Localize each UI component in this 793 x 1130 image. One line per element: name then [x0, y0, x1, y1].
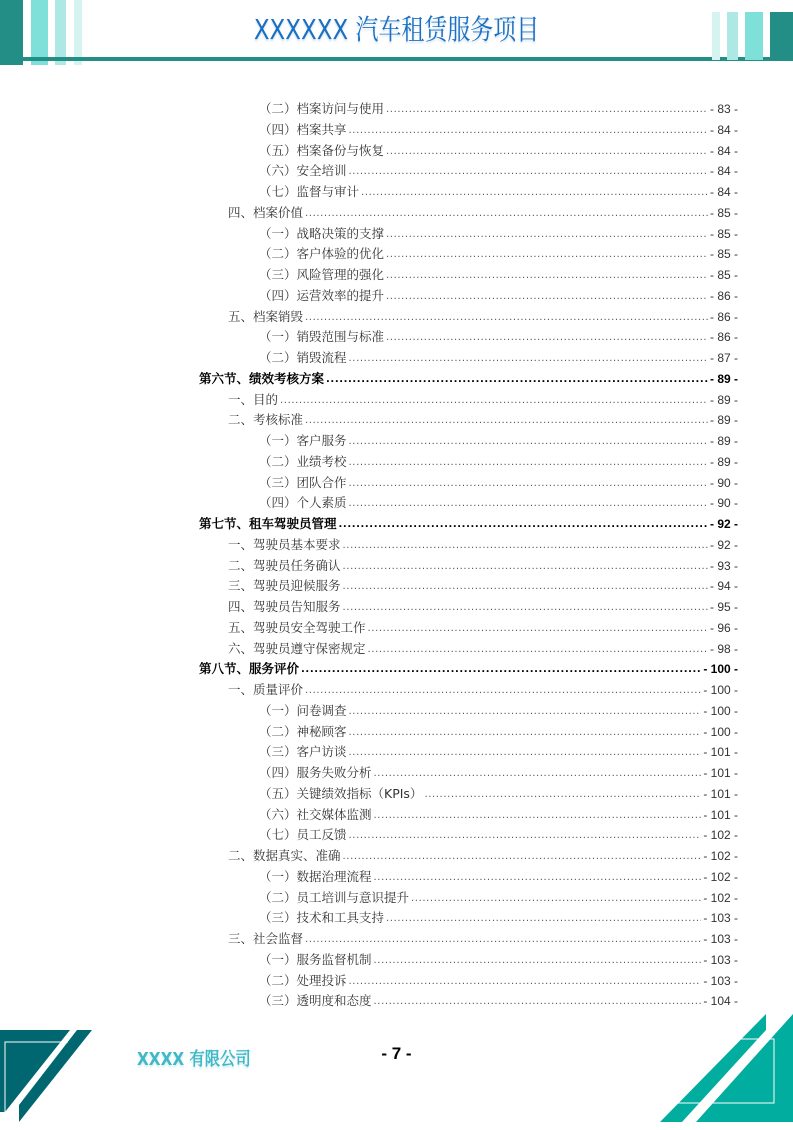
toc-leader-dots [343, 539, 708, 552]
toc-leader-dots [349, 456, 708, 469]
toc-entry-label: （一）问卷调查 [259, 702, 347, 718]
toc-entry-label: 五、档案销毁 [228, 308, 304, 324]
toc-entry-label: （七）监督与审计 [259, 184, 360, 199]
toc-entry-page: - 89 - [709, 371, 738, 386]
toc-leader-dots [349, 975, 702, 988]
toc-entry-label: （五）档案备份与恢复 [259, 142, 385, 158]
toc-leader-dots [349, 705, 702, 718]
toc-entry[interactable] [259, 864, 738, 885]
header-rule [0, 57, 793, 61]
toc-leader-dots [349, 165, 708, 178]
toc-entry[interactable] [259, 262, 738, 283]
toc-entry[interactable] [228, 387, 738, 408]
toc-entry-label: （七）员工反馈 [259, 827, 347, 843]
toc-entry-label: （一）战略决策的支撑 [259, 225, 385, 241]
toc-entry-label: （五）关键绩效指标（KPIs） [259, 785, 423, 801]
toc-leader-dots [349, 829, 702, 842]
toc-entry-page: - 89 - [709, 413, 738, 428]
toc-entry-label: （一）数据治理流程 [259, 868, 372, 884]
toc-entry-label: 五、驾驶员安全驾驶工作 [228, 619, 366, 635]
toc-entry-page: - 84 - [709, 164, 738, 179]
header-bar-right-3 [745, 12, 763, 60]
toc-entry[interactable] [259, 428, 738, 449]
toc-entry[interactable] [228, 594, 738, 615]
toc-leader-dots [386, 228, 708, 241]
toc-leader-dots [349, 435, 708, 448]
toc-entry-label: （一）客户服务 [259, 433, 347, 448]
toc-entry-page: - 100 - [703, 662, 738, 677]
toc-entry-page: - 100 - [703, 724, 738, 739]
toc-entry[interactable] [228, 532, 738, 553]
toc-entry-page: - 84 - [709, 185, 738, 199]
toc-leader-dots [424, 788, 701, 801]
toc-entry-page: - 104 - [703, 994, 738, 1009]
toc-entry-page: - 98 - [709, 641, 738, 656]
toc-entry[interactable] [199, 366, 738, 387]
toc-entry[interactable] [228, 200, 738, 221]
toc-entry[interactable] [259, 241, 738, 262]
toc-entry-page: - 84 - [709, 143, 738, 158]
toc-entry-page: - 85 - [709, 247, 738, 262]
toc-entry[interactable] [259, 905, 738, 926]
header-bar-left-1 [0, 0, 23, 65]
toc-entry[interactable] [259, 947, 738, 968]
toc-entry-label: （二）员工培训与意识提升 [259, 889, 410, 905]
toc-entry-page: - 85 - [709, 268, 738, 282]
toc-leader-dots [305, 684, 701, 697]
toc-entry-page: - 89 - [709, 434, 738, 448]
toc-entry[interactable] [259, 760, 738, 781]
toc-entry-page: - 103 - [703, 911, 738, 926]
toc-entry[interactable] [228, 573, 738, 594]
toc-entry-label: 四、驾驶员告知服务 [228, 599, 341, 614]
toc-leader-dots [343, 601, 708, 614]
toc-entry-label: （三）技术和工具支持 [259, 910, 385, 926]
toc-entry-page: - 101 - [703, 807, 738, 822]
toc-leader-dots [280, 394, 708, 407]
toc-leader-dots [374, 871, 702, 884]
header-bar-left-3 [55, 0, 66, 65]
toc-entry-page: - 83 - [709, 102, 738, 116]
toc-leader-dots [349, 497, 708, 510]
toc-entry[interactable] [259, 345, 738, 366]
toc-entry-page: - 90 - [709, 475, 738, 490]
toc-entry-page: - 103 - [703, 973, 738, 988]
toc-entry-label: （六）社交媒体监测 [259, 806, 372, 822]
company-name: XXXX 有限公司 [137, 1049, 251, 1070]
toc-entry-label: （二）客户体验的优化 [259, 246, 385, 262]
toc-entry-page: - 102 - [703, 828, 738, 843]
toc-entry[interactable] [259, 802, 738, 823]
toc-leader-dots [305, 414, 708, 427]
toc-leader-dots [326, 373, 708, 386]
toc-entry-label: 第八节、服务评价 [199, 661, 300, 677]
toc-entry[interactable] [259, 96, 738, 117]
toc-leader-dots [343, 850, 702, 863]
toc-entry-label: 四、档案价值 [228, 204, 304, 220]
toc-leader-dots [386, 145, 708, 158]
toc-entry-label: （六）安全培训 [259, 163, 347, 179]
toc-entry-page: - 101 - [703, 745, 738, 760]
toc-entry-page: - 100 - [703, 703, 738, 718]
toc-leader-dots [343, 580, 708, 593]
toc-entry-page: - 85 - [709, 205, 738, 220]
toc-entry-label: （四）档案共享 [259, 121, 347, 137]
toc-entry[interactable] [259, 698, 738, 719]
toc-entry-label: 二、数据真实、准确 [228, 848, 341, 863]
toc-entry-label: （四）个人素质 [259, 495, 347, 511]
toc-leader-dots [361, 186, 708, 199]
toc-entry-page: - 102 - [703, 869, 738, 884]
toc-leader-dots [305, 311, 708, 324]
toc-entry-page: - 96 - [709, 620, 738, 635]
toc-leader-dots [386, 248, 708, 261]
toc-entry-page: - 89 - [709, 454, 738, 469]
toc-leader-dots [349, 726, 702, 739]
toc-entry-label: （二）业绩考校 [259, 453, 347, 469]
toc-entry-label: （四）服务失败分析 [259, 765, 372, 780]
toc-entry-label: （三）团队合作 [259, 474, 347, 490]
toc-entry[interactable] [259, 968, 738, 989]
toc-leader-dots [386, 290, 708, 303]
toc-entry-label: （四）运营效率的提升 [259, 287, 385, 303]
toc-entry-label: 一、质量评价 [228, 682, 304, 697]
toc-entry-page: - 103 - [703, 932, 738, 946]
toc-entry[interactable] [259, 781, 738, 802]
toc-leader-dots [411, 892, 701, 905]
toc-entry-label: （三）风险管理的强化 [259, 267, 385, 282]
toc-entry[interactable] [259, 221, 738, 242]
toc-entry[interactable] [259, 988, 738, 1009]
toc-entry-label: （三）透明度和态度 [259, 993, 372, 1009]
toc-entry[interactable] [228, 304, 738, 325]
toc-leader-dots [368, 622, 708, 635]
toc-entry-page: - 100 - [703, 683, 738, 697]
toc-entry[interactable] [259, 719, 738, 740]
toc-entry[interactable] [228, 553, 738, 574]
toc-leader-dots [374, 767, 702, 780]
toc-entry-page: - 85 - [709, 226, 738, 241]
toc-entry[interactable] [228, 615, 738, 636]
toc-leader-dots [374, 809, 702, 822]
toc-entry[interactable] [259, 449, 738, 470]
toc-entry-label: 三、驾驶员迎候服务 [228, 578, 341, 594]
toc-entry[interactable] [259, 885, 738, 906]
toc-entry-page: - 94 - [709, 579, 738, 594]
toc-entry[interactable] [259, 179, 738, 200]
toc-entry-page: - 84 - [709, 122, 738, 137]
toc-entry-label: 二、考核标准 [228, 412, 304, 428]
toc-entry-label: 第六节、绩效考核方案 [199, 370, 325, 386]
toc-entry-page: - 102 - [703, 890, 738, 905]
toc-leader-dots [374, 995, 702, 1008]
toc-entry-page: - 92 - [709, 517, 738, 531]
toc-entry-page: - 92 - [709, 537, 738, 552]
toc-leader-dots [349, 352, 708, 365]
toc-entry[interactable] [259, 822, 738, 843]
toc-entry-label: 第七节、租车驾驶员管理 [199, 516, 337, 531]
toc-entry[interactable] [259, 117, 738, 138]
toc-entry[interactable] [228, 926, 738, 947]
header-bar-left-2 [31, 0, 48, 65]
toc-entry[interactable] [259, 324, 738, 345]
toc-entry-page: - 90 - [709, 496, 738, 511]
toc-entry-page: - 101 - [703, 766, 738, 780]
toc-leader-dots [386, 912, 701, 925]
toc-entry-page: - 102 - [703, 849, 738, 863]
toc-leader-dots [343, 560, 708, 573]
header-bar-right-2 [727, 12, 738, 60]
toc-entry-label: （二）神秘顾客 [259, 723, 347, 739]
toc-entry-label: 一、驾驶员基本要求 [228, 536, 341, 552]
toc-leader-dots [368, 643, 708, 656]
toc-entry-page: - 89 - [709, 392, 738, 407]
toc-entry[interactable] [199, 656, 738, 677]
toc-entry[interactable] [228, 677, 738, 698]
toc-entry-label: （二）销毁流程 [259, 350, 347, 365]
toc-entry-page: - 86 - [709, 288, 738, 303]
toc-entry-page: - 86 - [709, 330, 738, 345]
toc-entry-page: - 95 - [709, 600, 738, 614]
toc-leader-dots [386, 331, 708, 344]
toc-leader-dots [349, 746, 702, 759]
toc-leader-dots [349, 124, 708, 137]
toc-entry-label: 二、驾驶员任务确认 [228, 557, 341, 573]
toc-entry-label: （三）客户访谈 [259, 744, 347, 760]
toc-entry-label: （二）档案访问与使用 [259, 101, 385, 116]
toc-leader-dots [305, 207, 708, 220]
toc-entry[interactable] [228, 407, 738, 428]
toc-entry[interactable] [228, 636, 738, 657]
header-bar-right-4 [770, 12, 793, 60]
toc-entry[interactable] [259, 739, 738, 760]
toc-entry-label: 三、社会监督 [228, 931, 304, 946]
toc-leader-dots [339, 518, 708, 531]
toc-entry-label: （一）服务监督机制 [259, 951, 372, 967]
toc-leader-dots [386, 269, 708, 282]
toc-entry[interactable] [199, 511, 738, 532]
toc-entry[interactable] [259, 283, 738, 304]
toc-entry[interactable] [228, 843, 738, 864]
toc-leader-dots [386, 103, 708, 116]
toc-entry-page: - 101 - [703, 786, 738, 801]
toc-entry-page: - 103 - [703, 952, 738, 967]
toc-entry-page: - 93 - [709, 558, 738, 573]
toc-entry[interactable] [259, 490, 738, 511]
toc-entry-label: 一、目的 [228, 391, 279, 407]
page-number: - 7 - [381, 1044, 412, 1063]
toc-leader-dots [349, 477, 708, 490]
toc-entry-page: - 86 - [709, 309, 738, 324]
document-title: XXXXXX 汽车租赁服务项目 [253, 13, 540, 46]
toc-entry[interactable] [259, 138, 738, 159]
toc-entry-label: （二）处理投诉 [259, 972, 347, 988]
toc-leader-dots [374, 954, 702, 967]
toc-leader-dots [305, 933, 701, 946]
toc-entry[interactable] [259, 158, 738, 179]
toc-entry-page: - 87 - [709, 351, 738, 365]
toc-entry-label: （一）销毁范围与标准 [259, 329, 385, 345]
footer-deco-right [660, 1010, 793, 1122]
toc-entry-label: 六、驾驶员遵守保密规定 [228, 640, 366, 656]
toc-leader-dots [301, 663, 701, 676]
toc-entry[interactable] [259, 470, 738, 491]
